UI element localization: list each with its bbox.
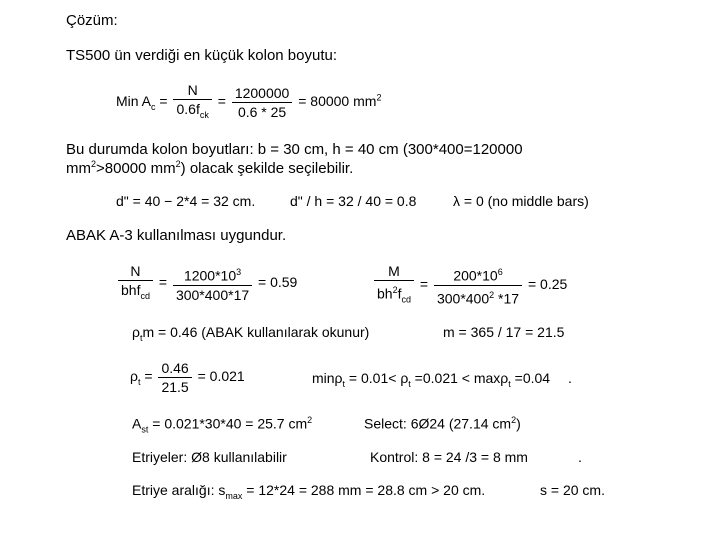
d-ratio-b: d" / h = 32 / 40 = 0.8 (290, 193, 417, 209)
m-ratio-formula (372, 263, 567, 307)
stirrup-text: Etriyeler: Ø8 kullanılabilir (132, 449, 287, 465)
rho-limits-check: $\min\rho_t = 0.01< \rho_t =0.021 < \max\rho_t =0.04$ (312, 370, 551, 389)
d-ratio-a: d" = 40 − 2*4 = 32 cm. (116, 193, 256, 209)
fraction-m-bh2fcd: $\frac{M}{bh^2f_{cd}}$ (374, 263, 414, 307)
n-ratio-formula (116, 263, 297, 304)
n-ratio-result: = 0.59 (258, 274, 298, 291)
fraction-n-bhfcd: $\frac{N}{bhf_{cd}}$ (118, 263, 153, 304)
equals-sign: = (158, 274, 168, 291)
min-area-result: = 80000 $mm^2$ (298, 92, 382, 110)
intro-text: TS500 ün verdiği en küçük kolon boyutu: (66, 47, 338, 64)
trailing-dot: . (568, 370, 572, 386)
abak-text: ABAK A-3 kullanılması uygundur. (66, 227, 287, 244)
fraction-n-over-fck: $\frac{N}{0.6f_{ck}}$ (173, 82, 211, 123)
fraction-rho-t: $\frac{0.46}{21.5}$ (158, 360, 191, 395)
fraction-m-numeric: $\frac{200*10^6}{300*400^2 *17}$ (434, 264, 522, 306)
rho-t-result: = 0.021 (197, 368, 245, 385)
lambda-text: λ = 0 (no middle bars) (453, 193, 589, 209)
heading: Çözüm: (66, 12, 118, 29)
dimensions-line-1: Bu durumda kolon boyutları: b = 30 cm, h = 40 cm (300*400=120000 (66, 141, 523, 158)
stirrup-check-text: Kontrol: 8 = 24 /3 = 8 mm (370, 449, 528, 465)
trailing-dot: . (578, 449, 582, 465)
rho-t-formula: $\rho_t$ = $\frac{0.46}{21.5}$ = 0.021 (130, 360, 245, 395)
min-area-lhs: Min $A_c$ (116, 93, 156, 112)
fraction-numeric: $\frac{1200000}{0.6 * 25}$ (232, 85, 293, 120)
equals-sign: = (419, 275, 429, 292)
fraction-n-numeric: $\frac{1200*10^3}{300*400*17}$ (173, 264, 252, 303)
min-area-formula (116, 82, 381, 123)
ast-text: $A_{st} = 0.021*30*40 = 25.7$ $cm^2$ (132, 415, 313, 435)
equals-sign: = (159, 93, 168, 110)
rho-m-text: $\rho_tm = 0.46$ (ABAK kullanılarak okunur) (132, 324, 370, 343)
m-value-text: m = 365 / 17 = 21.5 (443, 324, 565, 340)
stirrup-spacing-text: Etriye aralığı: $s_{max} = 12*24 = 288$ mm = 28.8 cm > 20 cm. (132, 482, 486, 501)
equals-sign: = (217, 93, 226, 110)
m-ratio-result: = 0.25 (527, 275, 568, 292)
rebar-select-text: Select: 6Ø24 (27.14 $cm^2$) (364, 415, 521, 432)
dimensions-line-2: $mm^2>80000$ $mm^2$) olacak şekilde seçilebilir. (66, 159, 354, 177)
stirrup-spacing-result: s = 20 cm. (540, 482, 605, 498)
